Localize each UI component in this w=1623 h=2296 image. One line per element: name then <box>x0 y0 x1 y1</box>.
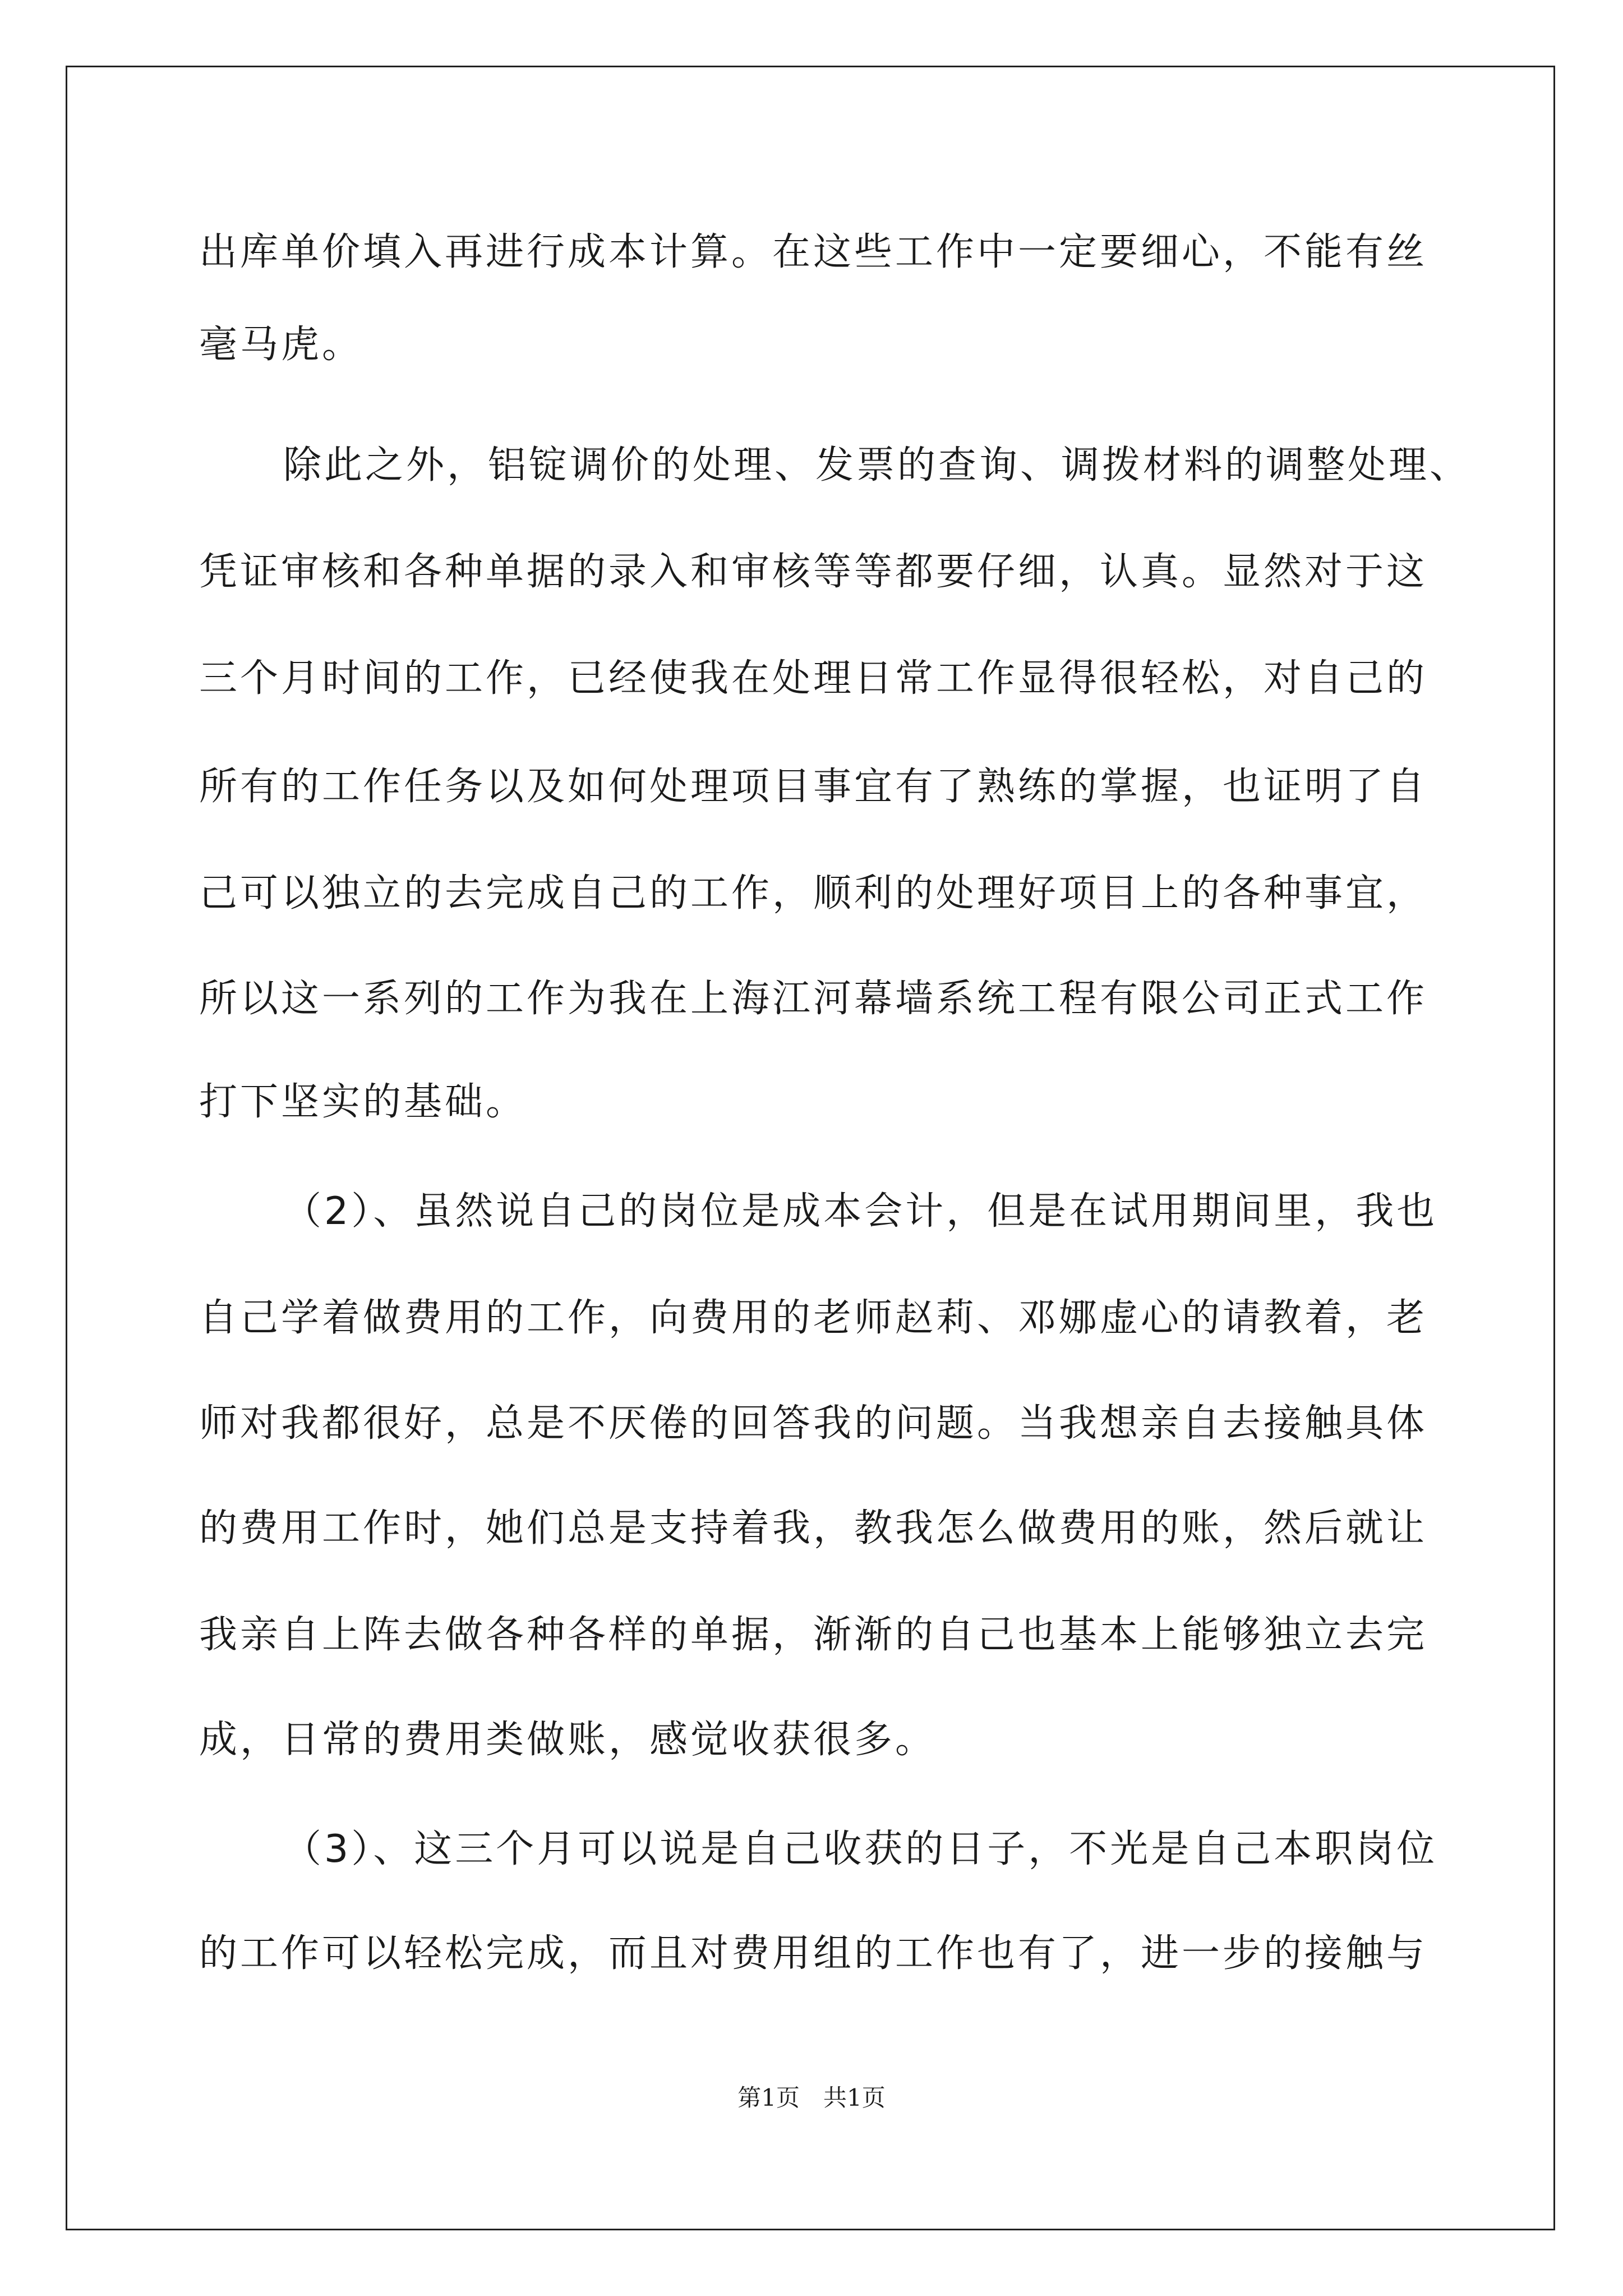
text-line-9: 打下坚实的基础。 <box>199 1080 527 1124</box>
text-line-8: 所以这一系列的工作为我在上海江河幕墙系统工程有限公司正式工作 <box>199 977 1428 1021</box>
text-line-17: 的工作可以轻松完成，而且对费用组的工作也有了，进一步的接触与 <box>199 1931 1428 1976</box>
text-line-7: 己可以独立的去完成自己的工作，顺利的处理好项目上的各种事宜， <box>199 871 1428 915</box>
text-line-12: 师对我都很好，总是不厌倦的回答我的问题。当我想亲自去接触具体 <box>199 1401 1428 1446</box>
text-line-16: （3）、这三个月可以说是自己收获的日子，不光是自己本职岗位 <box>283 1827 1438 1871</box>
text-line-13: 的费用工作时，她们总是支持着我，教我怎么做费用的账，然后就让 <box>199 1506 1428 1550</box>
text-line-15: 成，日常的费用类做账，感觉收获很多。 <box>199 1718 937 1762</box>
text-line-10: （2）、虽然说自己的岗位是成本会计，但是在试用期间里，我也 <box>283 1189 1438 1234</box>
text-line-5: 三个月时间的工作，已经使我在处理日常工作显得很轻松，对自己的 <box>199 656 1428 701</box>
text-line-1: 出库单价填入再进行成本计算。在这些工作中一定要细心，不能有丝 <box>199 230 1428 274</box>
page-border <box>66 66 1555 2230</box>
text-line-3: 除此之外，铝锭调价的处理、发票的查询、调拨材料的调整处理、 <box>283 443 1471 487</box>
text-line-14: 我亲自上阵去做各种各样的单据，渐渐的自己也基本上能够独立去完 <box>199 1613 1428 1657</box>
page-footer: 第1页 共1页 <box>737 2084 886 2111</box>
text-line-2: 毫马虎。 <box>199 323 363 367</box>
text-line-6: 所有的工作任务以及如何处理项目事宜有了熟练的掌握，也证明了自 <box>199 765 1428 809</box>
text-line-11: 自己学着做费用的工作，向费用的老师赵莉、邓娜虚心的请教着，老 <box>199 1296 1428 1340</box>
text-line-4: 凭证审核和各种单据的录入和审核等等都要仔细，认真。显然对于这 <box>199 550 1428 594</box>
